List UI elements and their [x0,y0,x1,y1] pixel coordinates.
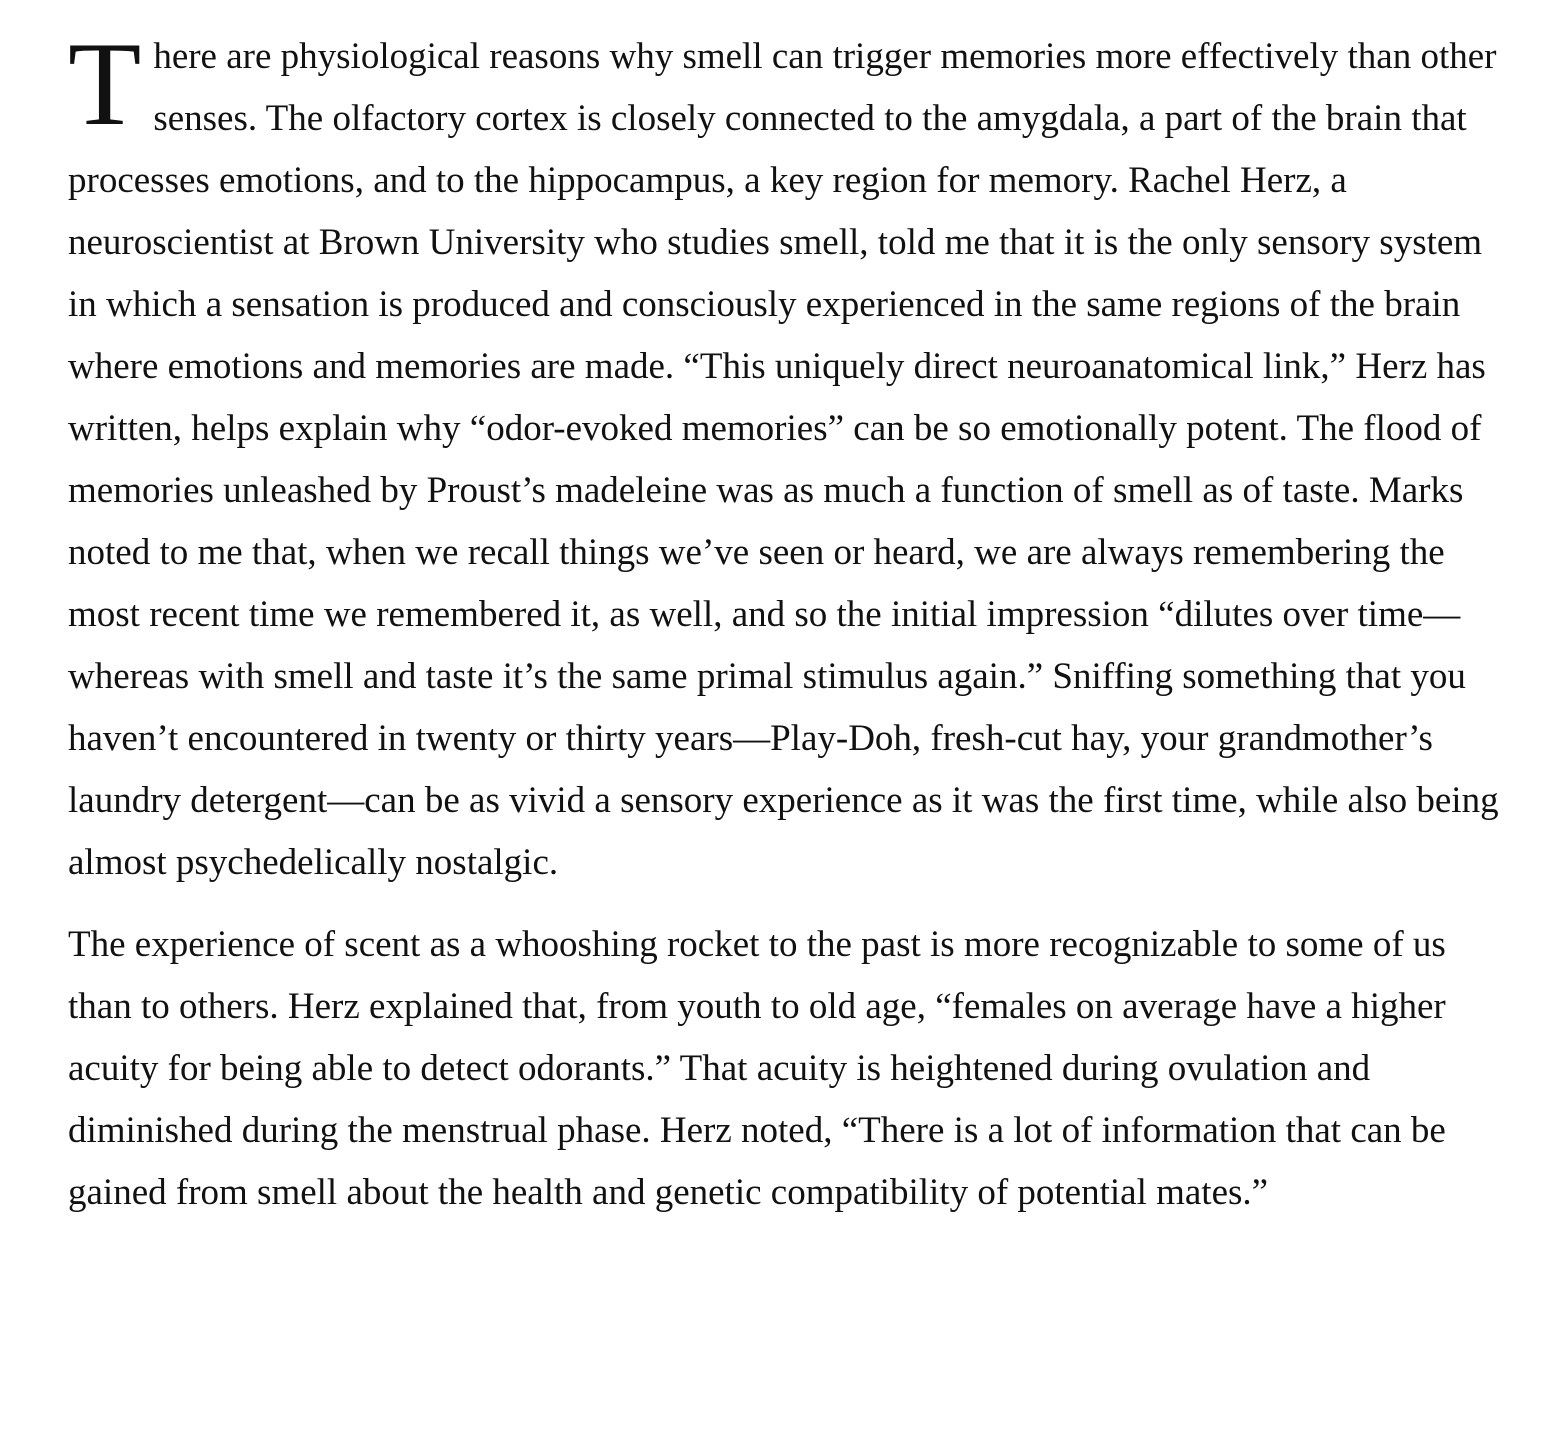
paragraph-2 [68,914,1508,1224]
article-body [68,17,1508,1224]
paragraph-2-text: The experience of scent as a whooshing rocket to the past is more recognizable to some of us than to others. Herz explained that, from youth to old age, “females on average have a higher acuity for being able to detect odorants.” That acuity is heightened during ovulation and diminished during the menstrual phase. Herz noted, “There is a lot of information that can be gained from smell about the health and genetic compatibility of potential mates.” [68,924,1446,1213]
paragraph-1 [68,17,1508,894]
drop-cap: T [68,17,142,150]
paragraph-1-text: here are physiological reasons why smell can trigger memories more effectively than other senses. The olfactory cortex is closely connected to the amygdala, a part of the brain that processes emotions, and to the hippocampus, a key region for memory. Rachel Herz, a neuroscientist at Brown University who studies smell, told me that it is the only sensory system in which a sensation is produced and consciously experienced in the same regions of the brain where emotions and memories are made. “This uniquely direct neuroanatomical link,” Herz has written, helps explain why “odor-evoked memories” can be so emotionally potent. The flood of memories unleashed by Proust’s madeleine was as much a function of smell as of taste. Marks noted to me that, when we recall things we’ve seen or heard, we are always remembering the most recent time we remembered it, as well, and so the initial impression “dilutes over time—whereas with smell and taste it’s the same primal stimulus again.” Sniffing something that you haven’t encountered in twenty or thirty years—Play-Doh, fresh-cut hay, your grandmother’s laundry detergent—can be as vivid a sensory experience as it was the first time, while also being almost psychedelically nostalgic. [68,36,1499,883]
